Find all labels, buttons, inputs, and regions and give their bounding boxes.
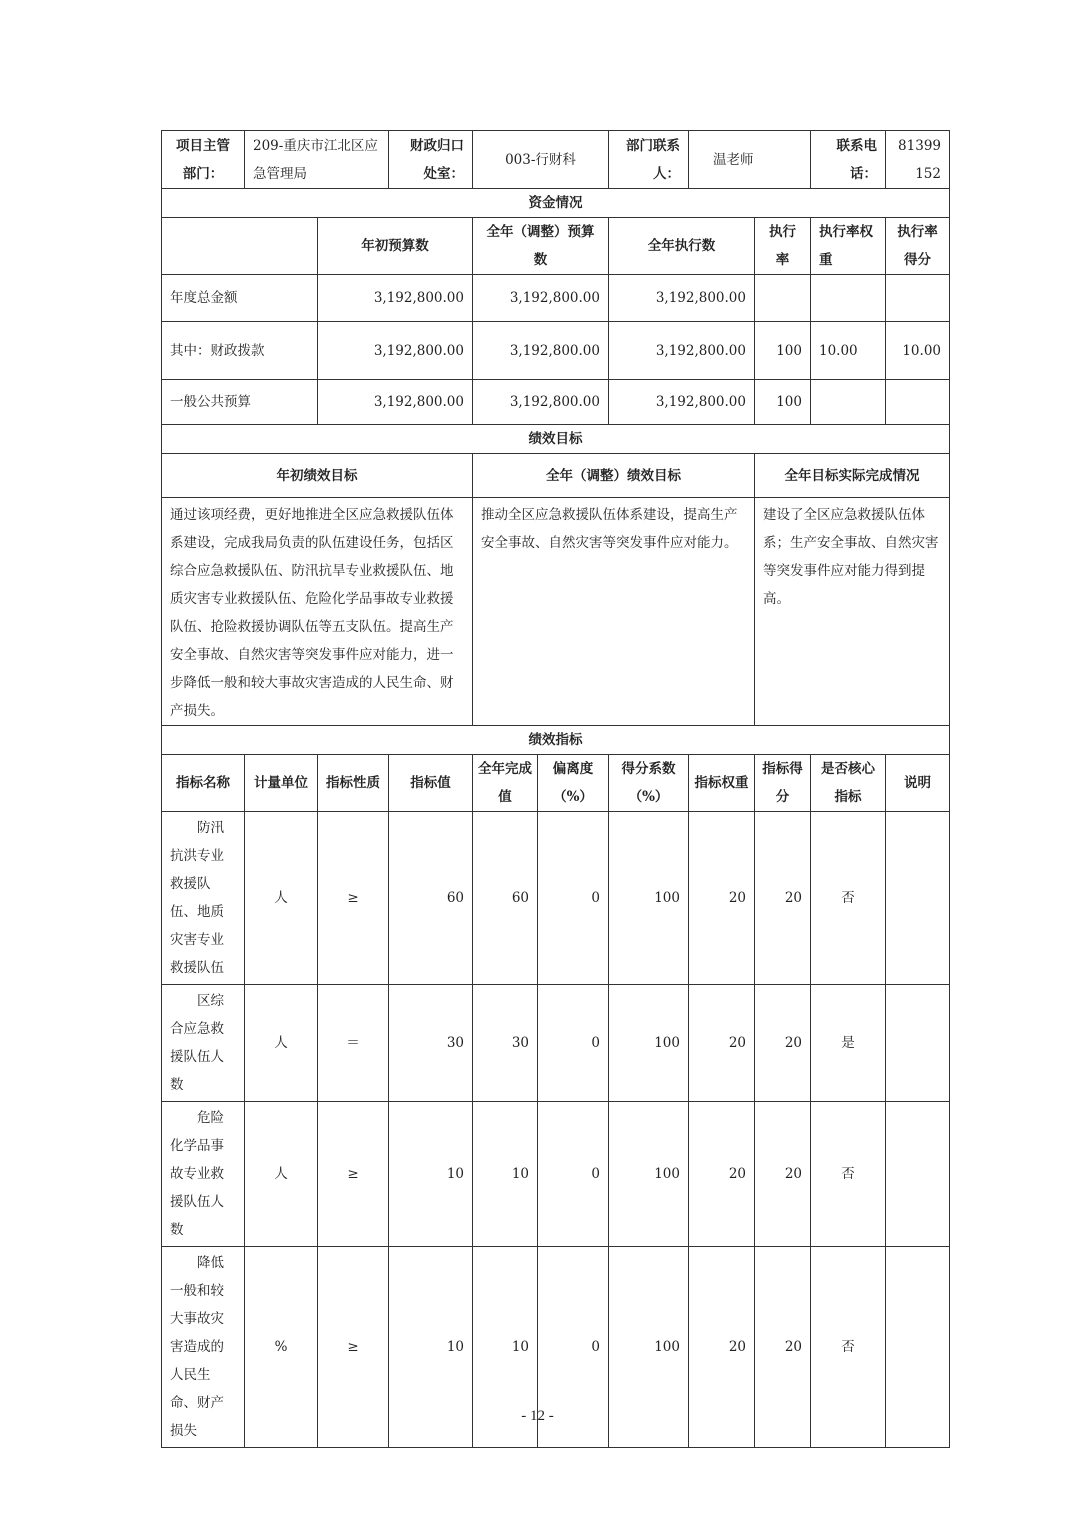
indicator-cell-unit: 人	[245, 985, 318, 1102]
phone-label: 联系电话：	[811, 131, 886, 189]
indicator-cell-score: 20	[755, 1102, 811, 1247]
goal-col-adjusted: 全年（调整）绩效目标	[473, 454, 755, 498]
indicator-col-header: 指标名称	[162, 755, 245, 812]
indicator-col-header: 偏离度（%）	[538, 755, 609, 812]
indicator-cell-actual: 30	[473, 985, 538, 1102]
indicator-cell-note	[886, 985, 950, 1102]
indicator-row	[162, 1102, 950, 1247]
indicators-title: 绩效指标	[162, 726, 950, 755]
funds-title: 资金情况	[162, 189, 950, 218]
indicator-cell-weight: 20	[689, 1102, 755, 1247]
goal-col-initial: 年初绩效目标	[162, 454, 473, 498]
indicator-cell-deviation: 0	[538, 1247, 609, 1448]
indicator-cell-core: 否	[811, 1102, 886, 1247]
indicator-cell-name: 区综合应急救援队伍人数	[162, 985, 245, 1102]
funds-cell-weight: 10.00	[811, 322, 886, 380]
indicator-cell-unit: 人	[245, 1102, 318, 1247]
indicator-cell-weight: 20	[689, 1247, 755, 1448]
funds-cell-executed: 3,192,800.00	[609, 322, 755, 380]
funds-cell-executed: 3,192,800.00	[609, 275, 755, 322]
funds-row	[162, 275, 950, 322]
indicator-cell-coef: 100	[609, 1102, 689, 1247]
goal-initial-text: 通过该项经费，更好地推进全区应急救援队伍体系建设，完成我局负责的队伍建设任务，包括区综合应急救援队伍、防汛抗旱专业救援队伍、地质灾害专业救援队伍、危险化学品事故专业救援队伍、抢险救援协调队伍等五支队伍。提高生产安全事故、自然灾害等突发事件应对能力，进一步降低一般和较大事故灾害造成的人民生命、财产损失。	[162, 498, 473, 726]
indicator-col-header: 指标值	[389, 755, 473, 812]
funds-cell-name: 年度总金额	[162, 275, 318, 322]
indicator-cell-coef: 100	[609, 812, 689, 985]
dept-label: 项目主管部门：	[162, 131, 245, 189]
indicator-col-header: 计量单位	[245, 755, 318, 812]
contact-value: 温老师	[689, 131, 811, 189]
indicator-cell-weight: 20	[689, 985, 755, 1102]
contact-label: 部门联系人：	[609, 131, 689, 189]
indicator-cell-target: 30	[389, 985, 473, 1102]
col-executed: 全年执行数	[609, 218, 755, 275]
indicator-cell-weight: 20	[689, 812, 755, 985]
funds-row	[162, 322, 950, 380]
goal-adjusted-text: 推动全区应急救援队伍体系建设，提高生产安全事故、自然灾害等突发事件应对能力。	[473, 498, 755, 726]
indicator-row	[162, 812, 950, 985]
indicator-cell-coef: 100	[609, 985, 689, 1102]
funds-cell-score	[886, 275, 950, 322]
finance-value: 003-行财科	[473, 131, 609, 189]
indicator-cell-nature: ≥	[318, 1247, 389, 1448]
indicator-cell-score: 20	[755, 1247, 811, 1448]
funds-cell-adjusted: 3,192,800.00	[473, 275, 609, 322]
funds-cell-name: 一般公共预算	[162, 380, 318, 425]
funds-cell-executed: 3,192,800.00	[609, 380, 755, 425]
indicator-cell-core: 否	[811, 1247, 886, 1448]
indicator-cell-score: 20	[755, 812, 811, 985]
funds-cell-weight	[811, 380, 886, 425]
indicator-cell-target: 10	[389, 1102, 473, 1247]
funds-cell-rate: 100	[755, 322, 811, 380]
indicator-cell-nature: ≥	[318, 812, 389, 985]
indicator-cell-score: 20	[755, 985, 811, 1102]
indicator-col-header: 指标性质	[318, 755, 389, 812]
funds-cell-rate	[755, 275, 811, 322]
indicator-cell-actual: 10	[473, 1247, 538, 1448]
indicator-col-header: 指标权重	[689, 755, 755, 812]
goal-col-actual: 全年目标实际完成情况	[755, 454, 950, 498]
indicator-cell-unit: %	[245, 1247, 318, 1448]
col-weight: 执行率权重	[811, 218, 886, 275]
col-score: 执行率得分	[886, 218, 950, 275]
funds-cell-score: 10.00	[886, 322, 950, 380]
col-rate: 执行率	[755, 218, 811, 275]
indicator-cell-coef: 100	[609, 1247, 689, 1448]
funds-cell-initial: 3,192,800.00	[318, 380, 473, 425]
funds-cell-adjusted: 3,192,800.00	[473, 322, 609, 380]
funds-cell-name: 其中：财政拨款	[162, 322, 318, 380]
indicator-cell-deviation: 0	[538, 985, 609, 1102]
indicator-cell-target: 10	[389, 1247, 473, 1448]
funds-cell-weight	[811, 275, 886, 322]
indicator-col-header: 得分系数（%）	[609, 755, 689, 812]
funds-cell-adjusted: 3,192,800.00	[473, 380, 609, 425]
page-number: - 12 -	[521, 1408, 554, 1424]
funds-row	[162, 380, 950, 425]
indicator-cell-name: 危险化学品事故专业救援队伍人数	[162, 1102, 245, 1247]
indicator-cell-note	[886, 1102, 950, 1247]
indicator-cell-core: 是	[811, 985, 886, 1102]
indicator-cell-core: 否	[811, 812, 886, 985]
indicator-cell-target: 60	[389, 812, 473, 985]
indicator-cell-actual: 60	[473, 812, 538, 985]
indicator-col-header: 是否核心指标	[811, 755, 886, 812]
indicator-cell-name: 防汛抗洪专业救援队伍、地质灾害专业救援队伍	[162, 812, 245, 985]
indicator-cell-nature: ≥	[318, 1102, 389, 1247]
funds-blank	[162, 218, 318, 275]
indicator-cell-name: 降低一般和较大事故灾害造成的人民生命、财产损失	[162, 1247, 245, 1448]
finance-label: 财政归口处室：	[389, 131, 473, 189]
goals-title: 绩效目标	[162, 425, 950, 454]
funds-cell-rate: 100	[755, 380, 811, 425]
performance-table	[161, 130, 950, 1448]
indicator-row	[162, 985, 950, 1102]
phone-value: 81399152	[886, 131, 950, 189]
indicator-col-header: 全年完成值	[473, 755, 538, 812]
indicator-cell-note	[886, 812, 950, 985]
indicator-cell-unit: 人	[245, 812, 318, 985]
goal-actual-text: 建设了全区应急救援队伍体系；生产安全事故、自然灾害等突发事件应对能力得到提高。	[755, 498, 950, 726]
indicator-col-header: 说明	[886, 755, 950, 812]
col-adjusted: 全年（调整）预算数	[473, 218, 609, 275]
indicator-cell-nature: ＝	[318, 985, 389, 1102]
dept-value: 209-重庆市江北区应急管理局	[245, 131, 389, 189]
col-initial: 年初预算数	[318, 218, 473, 275]
indicator-cell-actual: 10	[473, 1102, 538, 1247]
header-row	[162, 131, 950, 189]
indicator-cell-deviation: 0	[538, 812, 609, 985]
funds-cell-initial: 3,192,800.00	[318, 322, 473, 380]
indicator-col-header: 指标得分	[755, 755, 811, 812]
indicator-cell-deviation: 0	[538, 1102, 609, 1247]
funds-cell-initial: 3,192,800.00	[318, 275, 473, 322]
funds-cell-score	[886, 380, 950, 425]
